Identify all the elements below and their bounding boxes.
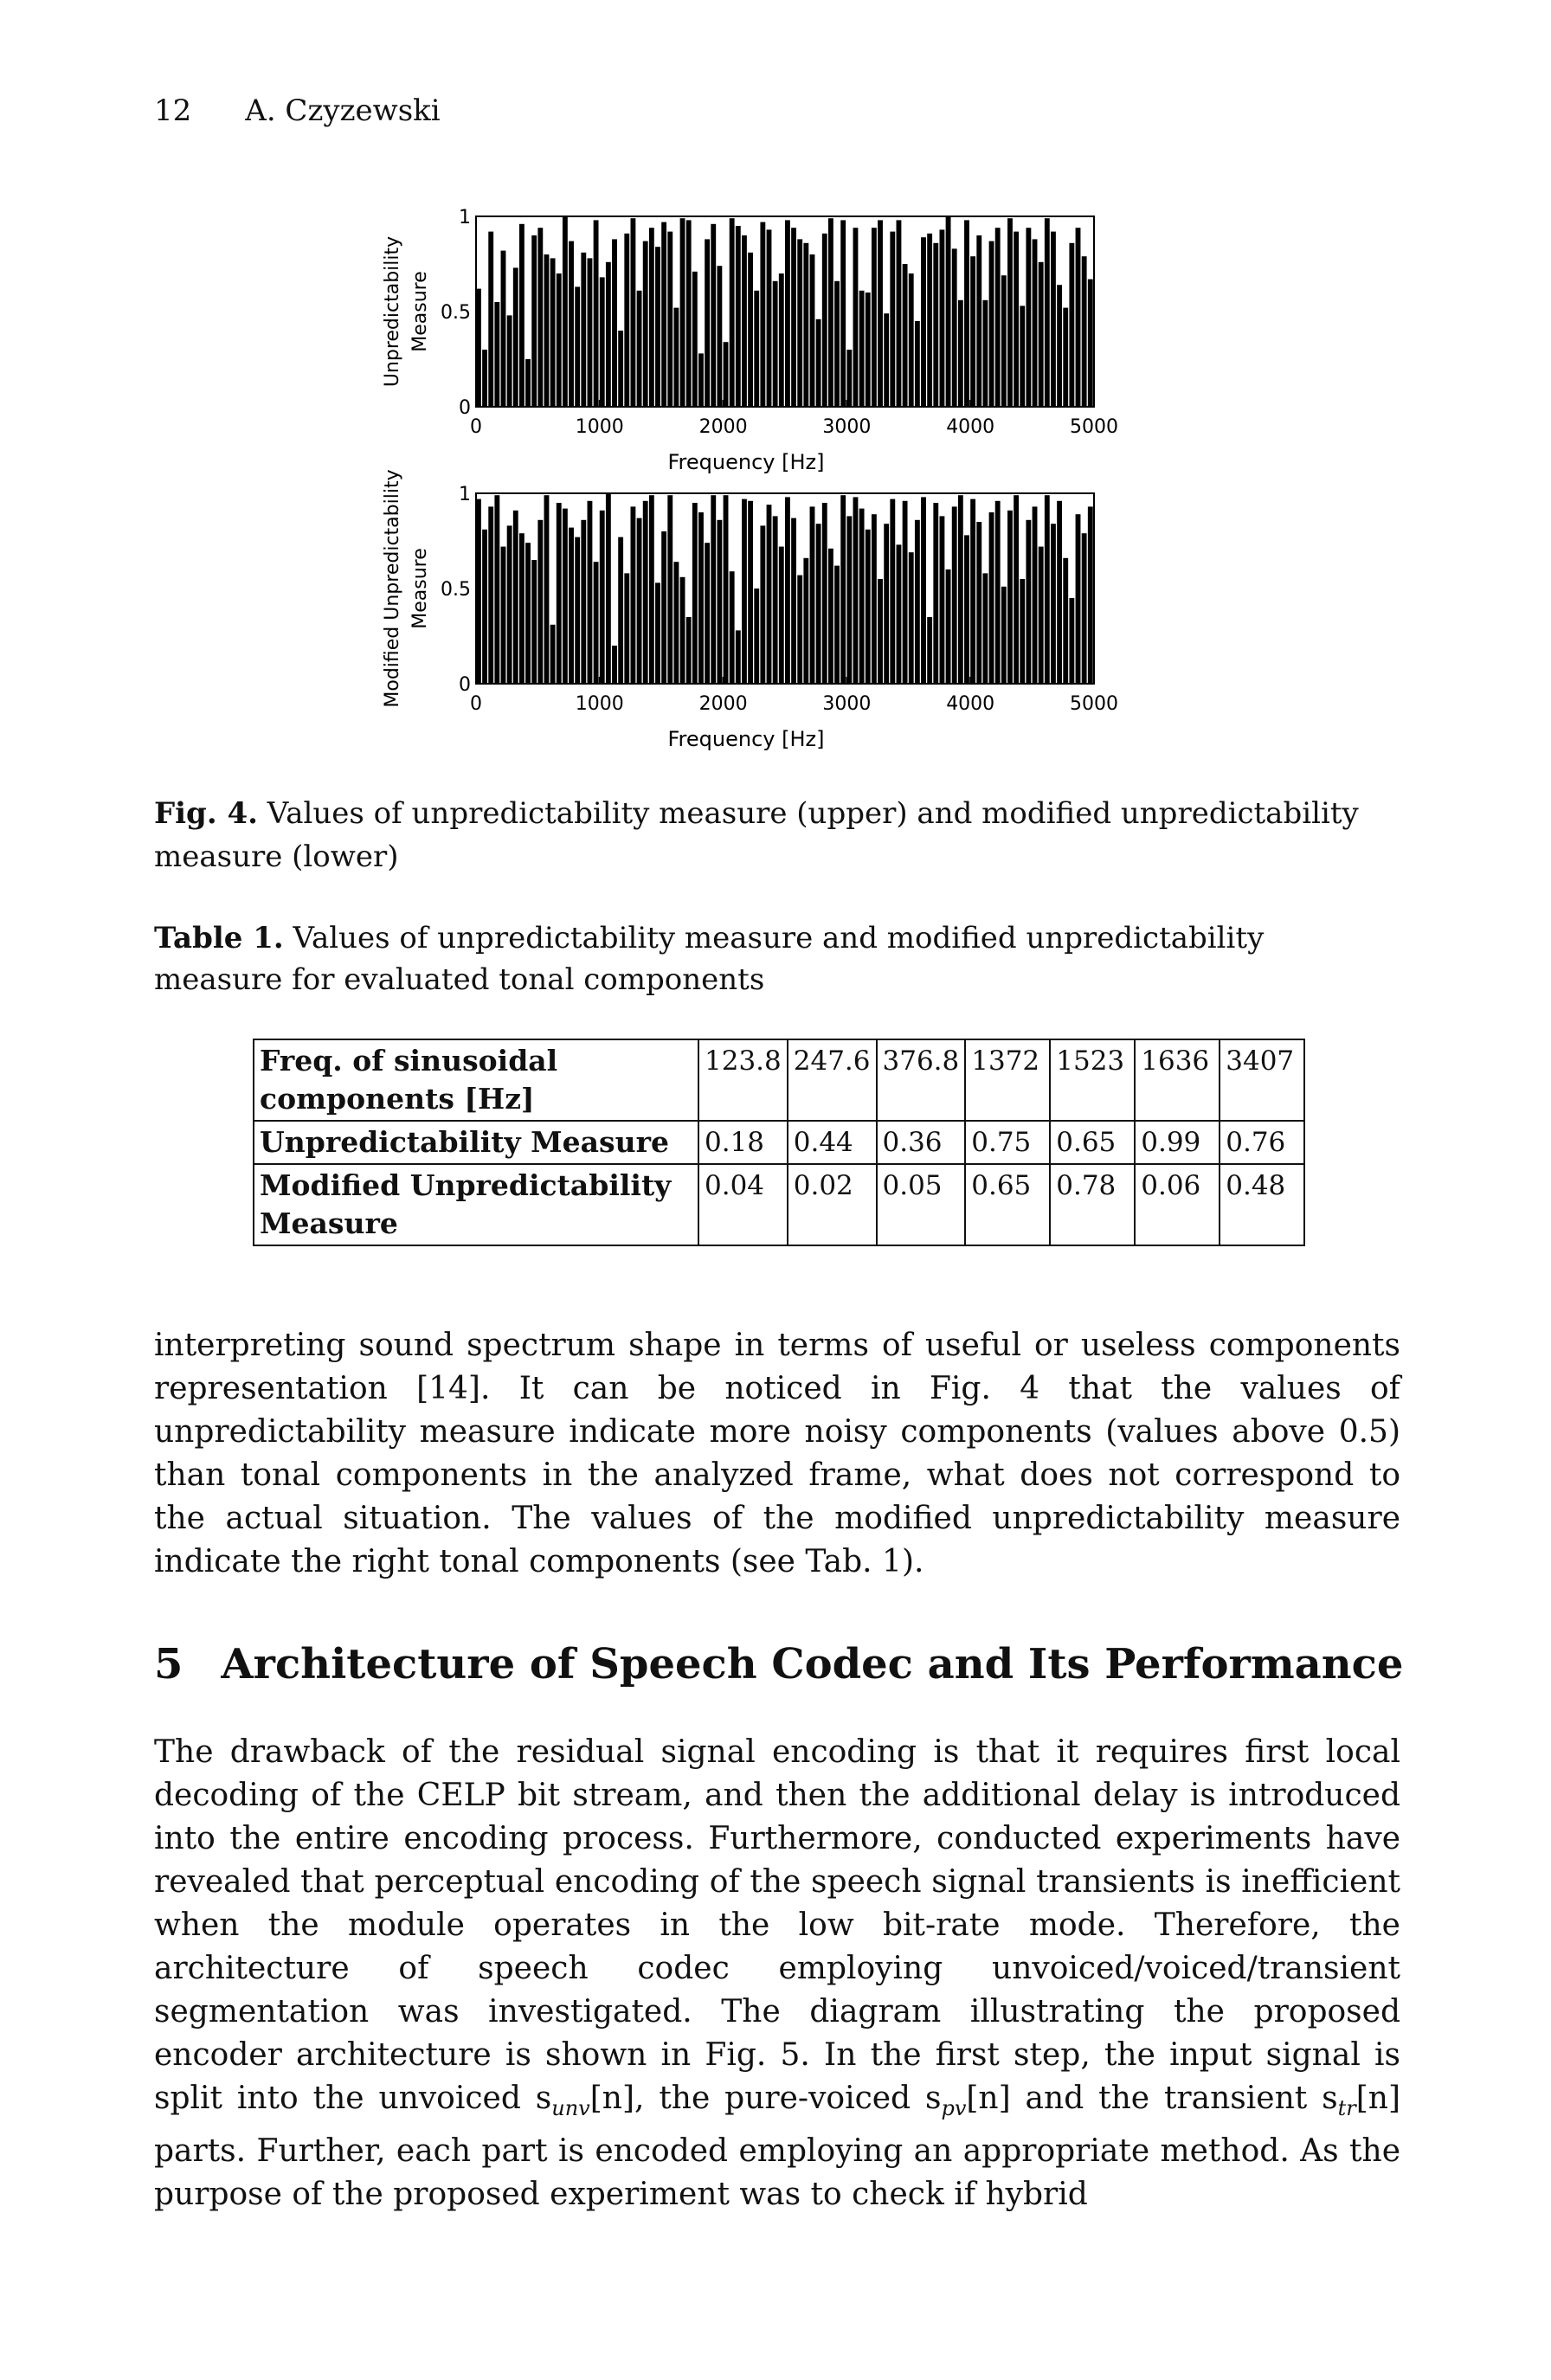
bar <box>779 547 784 684</box>
bar <box>1082 256 1087 407</box>
bar <box>667 495 673 684</box>
bar <box>600 277 605 407</box>
bar <box>624 234 629 407</box>
x-tick-label: 0 <box>470 416 482 438</box>
bar <box>940 516 945 684</box>
y-tick-label: 1 <box>459 207 471 228</box>
body-paragraph-2 <box>154 1731 1400 2216</box>
x-tick-label: 4000 <box>946 693 995 715</box>
bar <box>519 224 525 407</box>
bar <box>1063 558 1068 684</box>
bar <box>760 525 765 684</box>
bottom-panel <box>382 469 1118 751</box>
bar <box>724 342 729 407</box>
x-tick-label: 4000 <box>946 416 995 438</box>
bar <box>1026 520 1031 684</box>
section-heading <box>154 1640 1403 1689</box>
bar <box>976 522 981 684</box>
subscript-tr: tr <box>1337 2096 1356 2121</box>
bar <box>909 552 914 684</box>
table-cell: 0.65 <box>1050 1121 1135 1164</box>
x-tick-label: 3000 <box>822 693 872 715</box>
bar <box>853 228 859 407</box>
bar <box>859 291 865 407</box>
bar <box>488 232 493 407</box>
x-tick-label: 5000 <box>1070 693 1118 715</box>
bar <box>797 576 802 684</box>
bar <box>563 509 568 684</box>
figure-caption-text: Values of unpredictability measure (upper) and modified unpredictability measure (lower) <box>154 796 1359 874</box>
bar <box>767 229 772 407</box>
values-table <box>253 1039 1305 1246</box>
bar <box>631 506 636 684</box>
bar <box>661 531 666 684</box>
paragraph-text: The drawback of the residual signal encoding is that it requires first local decoding of the CELP bit stream, and then the additional delay is introduced into the entire encoding process. Furthermore, conducted experiments have revealed that perceptual encoding of the speech signal transients is inefficient when the module operates in the low bit-rate mode. Therefore, the architecture of speech codec employing unvoiced/voiced/transient segmentation was investigated. The diagram illustrating the proposed encoder architecture is shown in Fig. 5. In the first step, the input signal is split into the unvoiced s <box>154 1734 1400 2116</box>
bar <box>989 241 994 407</box>
bar <box>754 589 759 684</box>
bar <box>1045 218 1050 407</box>
bar <box>1082 533 1087 684</box>
bar <box>828 218 833 407</box>
bar <box>600 511 605 684</box>
bar <box>921 237 926 407</box>
bar <box>563 216 568 407</box>
bar <box>742 235 747 407</box>
bar <box>952 506 957 684</box>
y-tick-label: 0.5 <box>441 579 471 601</box>
bar <box>989 512 994 684</box>
bar <box>531 560 537 684</box>
figure-4 <box>364 199 1142 770</box>
bar <box>618 537 623 684</box>
bar <box>1001 587 1007 684</box>
bar <box>612 239 617 407</box>
bar <box>933 243 938 407</box>
author-name: A. Czyzewski <box>245 93 441 128</box>
bar <box>1014 232 1019 407</box>
bottom-y-ticks <box>441 484 471 696</box>
bar <box>872 228 877 407</box>
y-tick-label: 0 <box>459 674 471 696</box>
bar <box>494 302 499 407</box>
bar <box>655 582 660 684</box>
bar <box>736 226 741 407</box>
top-y-ticks <box>441 207 471 419</box>
bar <box>513 511 518 684</box>
bar <box>711 224 716 407</box>
bar <box>822 234 827 407</box>
bar <box>501 251 506 407</box>
section-number: 5 <box>154 1640 183 1689</box>
bar <box>575 286 580 407</box>
bar <box>846 516 852 684</box>
bar <box>1039 262 1044 407</box>
bar <box>717 266 722 407</box>
bar <box>588 258 593 407</box>
bar <box>711 495 716 684</box>
bar <box>618 331 623 407</box>
bar <box>1045 495 1050 684</box>
bar <box>866 530 871 684</box>
bar <box>698 512 704 684</box>
bar <box>525 543 531 684</box>
bar <box>612 646 617 684</box>
section-title: Architecture of Speech Codec and Its Performance <box>221 1640 1404 1689</box>
bar <box>588 501 593 684</box>
bar <box>909 273 914 407</box>
bar <box>557 273 562 407</box>
bar <box>846 350 852 407</box>
page-number: 12 <box>154 93 192 128</box>
bar <box>730 571 735 684</box>
table-row <box>254 1039 1304 1121</box>
bar <box>742 499 747 684</box>
bar <box>544 495 550 684</box>
bar <box>643 241 648 407</box>
paragraph-text: [n] and the transient s <box>966 2081 1338 2116</box>
bar <box>822 503 827 684</box>
bar <box>507 315 512 407</box>
bar <box>810 506 815 684</box>
subscript-unv: unv <box>551 2096 590 2121</box>
x-tick-label: 3000 <box>822 416 872 438</box>
bar <box>730 218 735 407</box>
bar <box>606 262 611 407</box>
bar <box>631 218 636 407</box>
table-cell: 0.99 <box>1135 1121 1220 1164</box>
table-row-header: Unpredictability Measure <box>254 1121 698 1164</box>
bar <box>686 220 692 407</box>
bar <box>970 499 975 684</box>
bar <box>649 495 654 684</box>
table-cell: 1372 <box>965 1039 1050 1121</box>
bar <box>736 630 741 684</box>
bar <box>673 562 679 684</box>
bar <box>921 497 926 684</box>
paragraph-text: [n] parts. Further, each part is encoded employing an appropriate method. As the purpose of the proposed experiment was to check if hybrid <box>154 2081 1400 2213</box>
table-row <box>254 1121 1304 1164</box>
top-xlabel: Frequency [Hz] <box>667 450 825 474</box>
bar <box>501 547 506 684</box>
running-header <box>154 93 494 128</box>
bar <box>890 232 895 407</box>
table-cell: 0.48 <box>1220 1164 1304 1245</box>
bar <box>717 520 722 684</box>
bar <box>1088 506 1093 684</box>
bar <box>767 505 772 684</box>
bar <box>680 577 685 684</box>
bar <box>557 503 562 684</box>
bar <box>705 543 710 684</box>
bar <box>816 319 821 407</box>
bar <box>544 254 550 407</box>
bar <box>519 533 525 684</box>
bar <box>1007 511 1013 684</box>
bar <box>872 514 877 684</box>
bottom-bars <box>476 493 1093 684</box>
bar <box>507 525 512 684</box>
bar <box>927 617 932 684</box>
bar <box>748 253 753 407</box>
bar <box>785 497 790 684</box>
bar <box>482 530 487 684</box>
table-caption-label: Table 1. <box>154 921 284 955</box>
bar <box>686 617 692 684</box>
table-cell: 3407 <box>1220 1039 1304 1121</box>
table-cell: 0.04 <box>698 1164 788 1245</box>
bar <box>803 558 808 684</box>
bar <box>624 573 629 684</box>
bar <box>581 520 586 684</box>
bar <box>1076 514 1081 684</box>
x-tick-label: 5000 <box>1070 416 1118 438</box>
y-tick-label: 1 <box>459 484 471 505</box>
bar <box>1069 598 1074 684</box>
bar <box>952 248 957 407</box>
table-cell: 0.75 <box>965 1121 1050 1164</box>
bar <box>853 497 859 684</box>
bar <box>828 549 833 684</box>
bar <box>785 220 790 407</box>
subscript-pv: pv <box>941 2096 967 2121</box>
figure-caption-label: Fig. 4. <box>154 796 258 831</box>
y-tick-label: 0 <box>459 397 471 419</box>
bar <box>550 258 556 407</box>
bar <box>773 281 778 407</box>
bar <box>643 501 648 684</box>
table-cell: 0.05 <box>877 1164 966 1245</box>
bar <box>1057 285 1062 407</box>
bar <box>1033 239 1038 407</box>
bar <box>964 220 969 407</box>
bar <box>946 569 951 684</box>
table-row-header: Modified Unpredictability Measure <box>254 1164 698 1245</box>
table-cell: 1636 <box>1135 1039 1220 1121</box>
bar <box>976 235 981 407</box>
bar <box>816 524 821 684</box>
table-caption <box>154 917 1400 1000</box>
table-row-header: Freq. of sinusoidal components [Hz] <box>254 1039 698 1121</box>
bottom-ylabel-line2: Measure <box>409 548 431 629</box>
top-ylabel-line1: Unpredictability <box>382 235 403 388</box>
bar <box>897 544 902 684</box>
table-row <box>254 1164 1304 1245</box>
bar <box>698 353 704 407</box>
bar <box>1051 232 1056 407</box>
figure-caption <box>154 792 1400 878</box>
table-cell: 0.65 <box>965 1164 1050 1245</box>
bar <box>946 216 951 407</box>
bar <box>791 518 796 684</box>
bar <box>760 222 765 407</box>
bar <box>840 495 846 684</box>
bar <box>692 503 698 684</box>
table-caption-text: Values of unpredictability measure and modified unpredictability measure for evaluated tonal components <box>154 921 1265 997</box>
bar <box>958 495 963 684</box>
table-cell: 123.8 <box>698 1039 788 1121</box>
bar <box>724 495 729 684</box>
bar <box>958 300 963 407</box>
x-tick-label: 2000 <box>698 416 748 438</box>
bar <box>692 272 698 407</box>
bar <box>606 493 611 684</box>
bar <box>982 573 988 684</box>
x-tick-label: 1000 <box>575 416 624 438</box>
bar <box>1020 306 1025 407</box>
x-tick-label: 0 <box>470 693 482 715</box>
bar <box>810 254 815 407</box>
bar <box>494 495 499 684</box>
table-cell: 247.6 <box>788 1039 877 1121</box>
bar <box>878 220 883 407</box>
bar <box>995 501 1001 684</box>
bar <box>476 499 481 684</box>
bar <box>680 218 685 407</box>
table-cell: 1523 <box>1050 1039 1135 1121</box>
top-bars <box>476 216 1093 407</box>
table-cell: 376.8 <box>877 1039 966 1121</box>
bar <box>995 228 1001 407</box>
bar <box>1069 243 1074 407</box>
bar <box>1088 280 1093 407</box>
bar <box>1076 228 1081 407</box>
bar <box>1014 495 1019 684</box>
bar <box>581 253 586 407</box>
bar <box>673 308 679 407</box>
bar <box>834 566 840 684</box>
table-cell: 0.44 <box>788 1121 877 1164</box>
x-tick-label: 1000 <box>575 693 624 715</box>
bar <box>1057 501 1062 684</box>
bar <box>970 256 975 407</box>
bar <box>1020 579 1025 684</box>
bar <box>655 247 660 407</box>
table-cell: 0.02 <box>788 1164 877 1245</box>
paragraph-text: [n], the pure-voiced s <box>589 2081 942 2116</box>
bar <box>488 506 493 684</box>
table-cell: 0.36 <box>877 1121 966 1164</box>
bar <box>940 229 945 407</box>
bar <box>667 232 673 407</box>
bar <box>649 228 654 407</box>
bar <box>915 321 920 407</box>
bar <box>866 293 871 407</box>
bottom-xlabel: Frequency [Hz] <box>667 727 825 751</box>
bar <box>1001 275 1007 407</box>
bar <box>569 241 574 407</box>
bar <box>964 535 969 684</box>
y-tick-label: 0.5 <box>441 302 471 324</box>
bar <box>1039 547 1044 684</box>
bar <box>791 228 796 407</box>
bar <box>903 501 908 684</box>
bar <box>878 579 883 684</box>
bar <box>779 273 784 407</box>
top-panel <box>382 207 1118 474</box>
bar <box>482 350 487 407</box>
bar <box>834 281 840 407</box>
bar <box>637 291 642 407</box>
body-paragraph-1: interpreting sound spectrum shape in terms of useful or useless components representation [14]. It can be noticed in Fig. 4 that the values of unpredictability measure indicate more noisy components (values above 0.5) than tonal components in the analyzed frame, what does not correspond to the actual situation. The values of the modified unpredictability measure indicate the right tonal components (see Tab. 1). <box>154 1328 1400 1579</box>
bar <box>915 520 920 684</box>
table-cell: 0.18 <box>698 1121 788 1164</box>
bar <box>982 300 988 407</box>
bar <box>884 524 889 684</box>
table-cell: 0.78 <box>1050 1164 1135 1245</box>
bar <box>1033 506 1038 684</box>
bar <box>803 243 808 407</box>
bar <box>1063 308 1068 407</box>
bar <box>525 359 531 407</box>
bar <box>897 220 902 407</box>
bar <box>884 313 889 407</box>
bar <box>797 239 802 407</box>
bar <box>594 562 599 684</box>
bar <box>927 234 932 407</box>
bar <box>903 264 908 407</box>
bar <box>594 220 599 407</box>
bar <box>661 222 666 407</box>
bar <box>933 503 938 684</box>
bar <box>1051 524 1056 684</box>
bar <box>859 509 865 684</box>
x-tick-label: 2000 <box>698 693 748 715</box>
table-cell: 0.76 <box>1220 1121 1304 1164</box>
bar <box>569 528 574 684</box>
bar <box>1026 228 1031 407</box>
bar <box>840 220 846 407</box>
bar <box>705 239 710 407</box>
bar <box>531 235 537 407</box>
figure-4-svg <box>364 199 1142 770</box>
bottom-ylabel-line1: Modified Unpredictability <box>382 469 403 708</box>
bar <box>1007 218 1013 407</box>
bar <box>637 518 642 684</box>
bar <box>754 291 759 407</box>
bar <box>575 537 580 684</box>
bar <box>773 516 778 684</box>
bar <box>513 267 518 407</box>
bar <box>537 228 543 407</box>
bar <box>537 520 543 684</box>
bar <box>890 499 895 684</box>
bar <box>550 625 556 684</box>
bar <box>476 289 481 407</box>
top-ylabel-line2: Measure <box>409 271 431 352</box>
table-cell: 0.06 <box>1135 1164 1220 1245</box>
bar <box>748 501 753 684</box>
